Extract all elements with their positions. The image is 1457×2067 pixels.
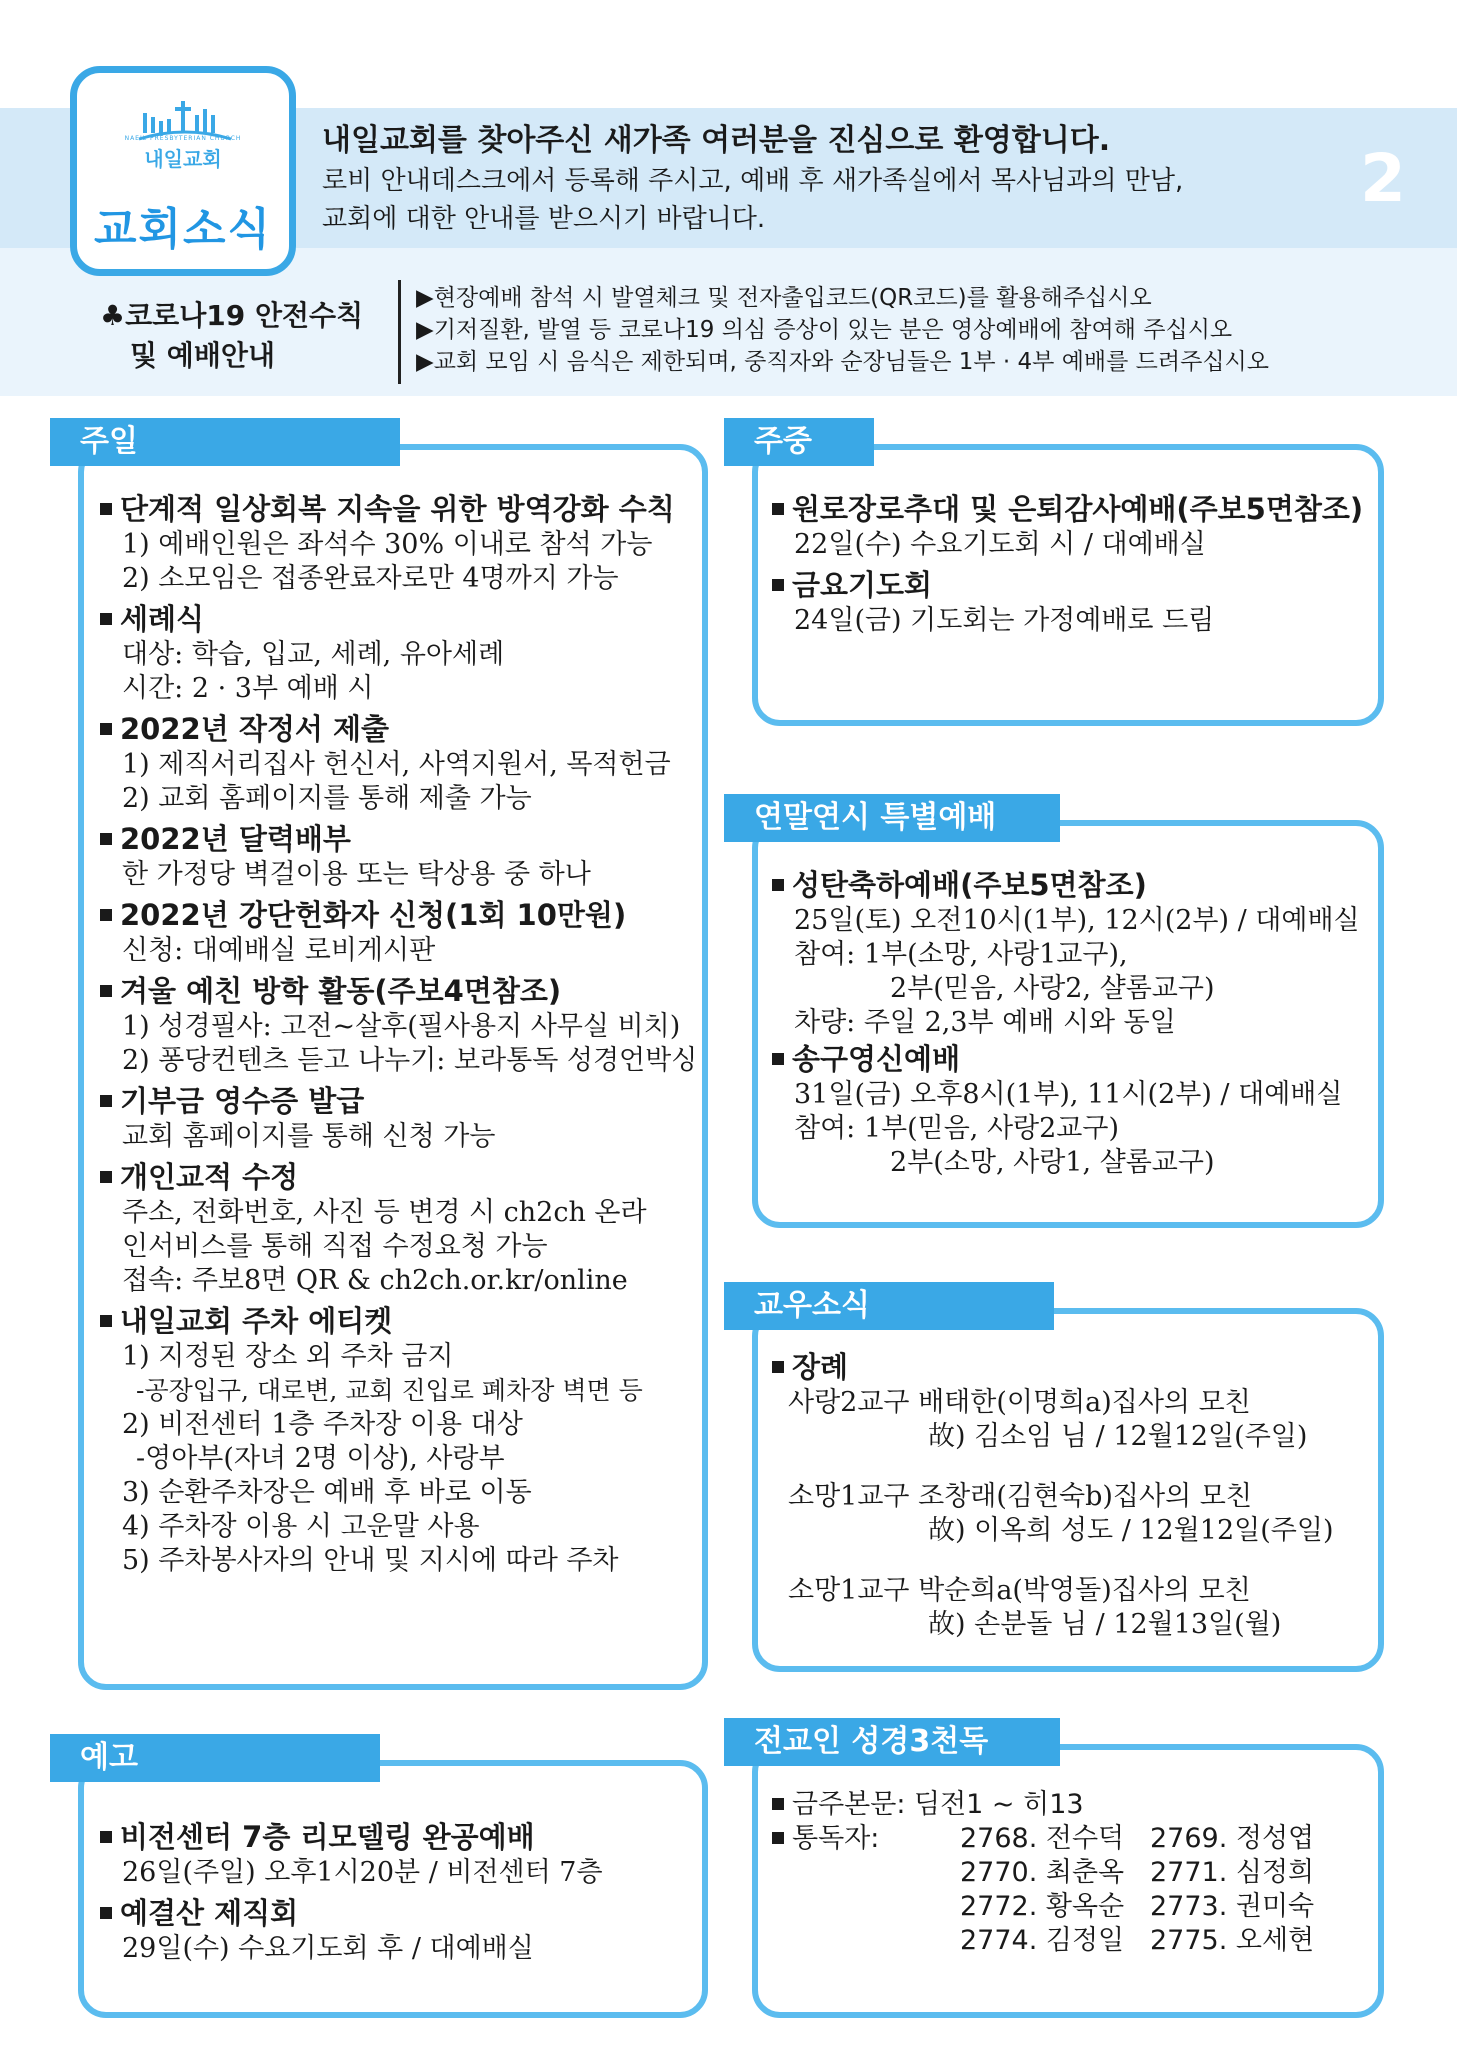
item-heading: 2022년 작정서 제출 — [100, 710, 697, 748]
bullet-square-icon — [100, 1315, 112, 1327]
bullet-square-icon — [100, 723, 112, 735]
bullet-square-icon — [100, 1095, 112, 1107]
item-line: 인서비스를 통해 직접 수정요청 가능 — [122, 1231, 548, 1262]
safety-title-line: ♣코로나19 안전수칙 — [100, 299, 364, 332]
item-line: 2부(믿음, 사랑2, 샬롬교구) — [890, 973, 1215, 1004]
item-line: 소망1교구 박순희a(박영돌)집사의 모친 — [788, 1575, 1251, 1606]
bullet-square-icon — [100, 613, 112, 625]
item-line: 신청: 대예배실 로비게시판 — [122, 935, 436, 966]
safety-divider — [398, 280, 401, 384]
bullet-square-icon — [100, 909, 112, 921]
item-heading: 장례 — [772, 1348, 1333, 1386]
item-line: 시간: 2 · 3부 예배 시 — [122, 673, 374, 704]
bullet-square-icon — [100, 503, 112, 515]
safety-title — [100, 296, 400, 376]
page-number: 2 — [1360, 140, 1406, 217]
item-line: 2) 비전센터 1층 주차장 이용 대상 — [122, 1409, 523, 1440]
item-heading: 기부금 영수증 발급 — [100, 1082, 697, 1120]
reader-name: 2768. 전수덕 — [960, 1823, 1125, 1854]
section-notice — [50, 1734, 708, 2018]
item-line: 31일(금) 오후8시(1부), 11시(2부) / 대예배실 — [794, 1079, 1343, 1110]
safety-title-line: 및 예배안내 — [130, 339, 275, 372]
item-line: 24일(금) 기도회는 가정예배로 드림 — [794, 605, 1215, 636]
section-tab: 교우소식 — [724, 1282, 1054, 1330]
bullet-square-icon — [100, 1171, 112, 1183]
welcome-title: 내일교회를 찾아주신 새가족 여러분을 진심으로 환영합니다. — [322, 123, 1111, 158]
item-line: 주소, 전화번호, 사진 등 변경 시 ch2ch 온라 — [122, 1197, 647, 1228]
welcome-line: 교회에 대한 안내를 받으시기 바랍니다. — [322, 204, 766, 234]
item-heading: 예결산 제직회 — [100, 1894, 603, 1932]
item-heading: 세례식 — [100, 600, 697, 638]
section-sunday — [50, 418, 708, 1690]
item-line: 교회 홈페이지를 통해 신청 가능 — [122, 1121, 496, 1152]
bullet-square-icon — [772, 1798, 784, 1810]
section-yearend — [724, 794, 1384, 1228]
item-line: 故) 이옥희 성도 / 12월12일(주일) — [928, 1515, 1334, 1546]
reader-name: 2773. 권미숙 — [1150, 1891, 1315, 1922]
welcome-message — [322, 120, 1322, 238]
item-line: 2) 소모임은 접종완료자로만 4명까지 가능 — [122, 563, 619, 594]
item-line: 접속: 주보8면 QR & ch2ch.or.kr/online — [122, 1265, 628, 1296]
item-heading: 겨울 예친 방학 활동(주보4면참조) — [100, 972, 697, 1010]
section-reading — [724, 1718, 1384, 2018]
item-line: 참여: 1부(소망, 사랑1교구), — [794, 939, 1128, 970]
reader-name: 2775. 오세현 — [1150, 1925, 1315, 1956]
section-tab: 주중 — [724, 418, 874, 466]
section-tab: 전교인 성경3천독 — [724, 1718, 1060, 1766]
reader-row — [772, 1822, 1314, 1856]
item-line: 1) 제직서리집사 헌신서, 사역지원서, 목적헌금 — [122, 749, 671, 780]
item-line: 故) 김소임 님 / 12월12일(주일) — [928, 1421, 1308, 1452]
reading-text-label: 금주본문: 딤전1 ~ 히13 — [772, 1788, 1314, 1822]
reader-name: 2771. 심정희 — [1150, 1857, 1315, 1888]
bullet-square-icon — [772, 1361, 784, 1373]
item-line: -영아부(자녀 2명 이상), 사랑부 — [136, 1443, 505, 1474]
item-line: 1) 지정된 장소 외 주차 금지 — [122, 1341, 454, 1372]
item-line: 25일(토) 오전10시(1부), 12시(2부) / 대예배실 — [794, 905, 1360, 936]
item-line: 29일(수) 수요기도회 후 / 대예배실 — [122, 1933, 534, 1964]
item-heading: 원로장로추대 및 은퇴감사예배(주보5면참조) — [772, 490, 1363, 528]
item-heading: 내일교회 주차 에티켓 — [100, 1302, 697, 1340]
item-line: 사랑2교구 배태한(이명희a)집사의 모친 — [788, 1387, 1251, 1418]
item-line: 4) 주차장 이용 시 고운말 사용 — [122, 1511, 480, 1542]
item-line: 참여: 1부(믿음, 사랑2교구) — [794, 1113, 1120, 1144]
reader-name: 2770. 최춘옥 — [960, 1857, 1125, 1888]
item-heading: 금요기도회 — [772, 566, 1363, 604]
bullet-square-icon — [100, 1831, 112, 1843]
section-midweek — [724, 418, 1384, 726]
bullet-square-icon — [772, 1832, 784, 1844]
reader-name: 2769. 정성엽 — [1150, 1823, 1315, 1854]
safety-item: ▶교회 모임 시 음식은 제한되며, 중직자와 순장님들은 1부 · 4부 예배를 드려주십시오 — [416, 349, 1269, 375]
item-line: 2부(소망, 사랑1, 샬롬교구) — [890, 1147, 1215, 1178]
item-line: 소망1교구 조창래(김현숙b)집사의 모친 — [788, 1481, 1252, 1512]
item-heading: 단계적 일상회복 지속을 위한 방역강화 수칙 — [100, 490, 697, 528]
item-line: 2) 교회 홈페이지를 통해 제출 가능 — [122, 783, 532, 814]
item-line: 2) 퐁당컨텐츠 듣고 나누기: 보라통독 성경언박싱 — [122, 1045, 698, 1076]
item-line: 1) 예배인원은 좌석수 30% 이내로 참석 가능 — [122, 529, 653, 560]
item-line: 차량: 주일 2,3부 예배 시와 동일 — [794, 1007, 1176, 1038]
reader-row — [772, 1856, 1314, 1890]
item-line: 故) 손분돌 님 / 12월13일(월) — [928, 1609, 1282, 1640]
item-heading: 비전센터 7층 리모델링 완공예배 — [100, 1818, 603, 1856]
item-heading: 성탄축하예배(주보5면참조) — [772, 866, 1360, 904]
item-line: 한 가정당 벽걸이용 또는 탁상용 중 하나 — [122, 859, 591, 890]
readers-label: 통독자: — [772, 1822, 960, 1856]
reader-name: 2772. 황옥순 — [960, 1891, 1125, 1922]
item-line: 대상: 학습, 입교, 세례, 유아세례 — [122, 639, 505, 670]
logo-name: 내일교회 — [144, 147, 222, 171]
reader-row — [772, 1890, 1314, 1924]
item-heading: 2022년 강단헌화자 신청(1회 10만원) — [100, 896, 697, 934]
bullet-square-icon — [772, 1053, 784, 1065]
item-heading: 2022년 달력배부 — [100, 820, 697, 858]
section-members — [724, 1282, 1384, 1672]
safety-item: ▶기저질환, 발열 등 코로나19 의심 증상이 있는 분은 영상예배에 참여해 주십시오 — [416, 317, 1233, 343]
reader-name: 2774. 김정일 — [960, 1925, 1125, 1956]
bullet-square-icon — [772, 879, 784, 891]
bullet-square-icon — [772, 579, 784, 591]
item-heading: 개인교적 수정 — [100, 1158, 697, 1196]
section-tab: 주일 — [50, 418, 400, 466]
section-tab: 연말연시 특별예배 — [724, 794, 1060, 842]
reader-row — [772, 1924, 1314, 1958]
item-line: 1) 성경필사: 고전~살후(필사용지 사무실 비치) — [122, 1011, 681, 1042]
item-line: 26일(주일) 오후1시20분 / 비전센터 7층 — [122, 1857, 603, 1888]
bullet-square-icon — [772, 503, 784, 515]
logo-subtitle: NAEIL PRESBYTERIAN CHURCH — [124, 135, 242, 142]
bullet-square-icon — [100, 1907, 112, 1919]
item-line: -공장입구, 대로변, 교회 진입로 폐차장 벽면 등 — [136, 1376, 643, 1405]
bullet-square-icon — [100, 833, 112, 845]
item-line: 5) 주차봉사자의 안내 및 지시에 따라 주차 — [122, 1545, 619, 1576]
logo-box — [70, 66, 296, 276]
welcome-line: 로비 안내데스크에서 등록해 주시고, 예배 후 새가족실에서 목사님과의 만남, — [322, 166, 1184, 196]
item-heading: 송구영신예배 — [772, 1040, 1360, 1078]
section-title: 교회소식 — [93, 204, 272, 255]
bullet-square-icon — [100, 985, 112, 997]
section-tab: 예고 — [50, 1734, 380, 1782]
safety-item: ▶현장예배 참석 시 발열체크 및 전자출입코드(QR코드)를 활용해주십시오 — [416, 285, 1152, 311]
item-line: 22일(수) 수요기도회 시 / 대예배실 — [794, 529, 1206, 560]
safety-list — [416, 282, 1446, 378]
item-line: 3) 순환주차장은 예배 후 바로 이동 — [122, 1477, 532, 1508]
